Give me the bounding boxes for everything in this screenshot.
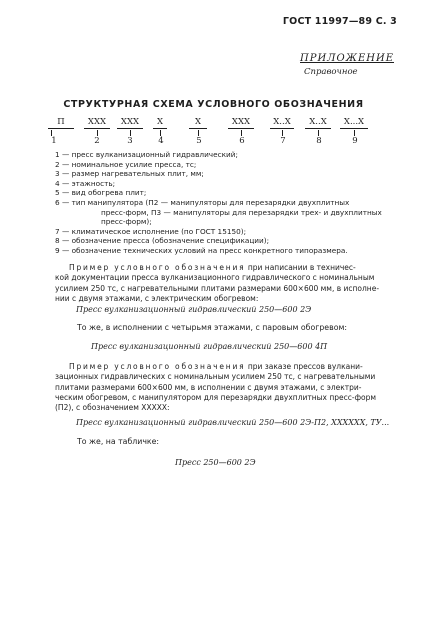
scheme-code-8: Х..Х xyxy=(305,117,331,129)
scheme-code-5: Х xyxy=(189,117,207,129)
legend-item: 3 — размер нагревательных плит, мм; xyxy=(55,169,204,179)
appendix-type: Справочное xyxy=(304,67,358,77)
legend-item: 9 — обозначение технических условий на пресс конкретного типоразмера. xyxy=(55,245,348,255)
section-title: СТРУКТУРНАЯ СХЕМА УСЛОВНОГО ОБОЗНАЧЕНИЯ xyxy=(63,99,364,110)
paragraph-line: при заказе прессов вулкани- xyxy=(245,362,363,371)
paragraph-line: при написании в техничес- xyxy=(245,263,356,272)
legend-item: 7 — климатическое исполнение (по ГОСТ 15150); xyxy=(55,226,247,236)
legend-item: пресс-форм, П3 — манипуляторы для перезарядки трех- и двухплитных xyxy=(101,207,382,217)
scheme-number-3: 3 xyxy=(127,136,133,146)
scheme-number-5: 5 xyxy=(196,136,202,146)
scheme-number-1: 1 xyxy=(51,136,57,146)
scheme-number-7: 7 xyxy=(280,136,286,146)
scheme-number-8: 8 xyxy=(316,136,322,146)
legend-item: 6 — тип манипулятора (П2 — манипуляторы для перезарядки двухплитных xyxy=(55,197,350,207)
variant-note-2: То же, на табличке: xyxy=(77,437,160,446)
paragraph-line: (П2), с обозначением ХХХХХ: xyxy=(55,403,170,413)
scheme-number-9: 9 xyxy=(352,136,358,146)
paragraph-line: усилием 250 тс, с нагревательными плитами размерами 600×600 мм, в исполне- xyxy=(55,283,380,293)
legend-item: 8 — обозначение пресса (обозначение спецификации); xyxy=(55,236,270,246)
legend-item: 2 — номинальное усилие пресса, тс; xyxy=(55,159,197,169)
paragraph-line: зационных гидравлических с номинальным усилием 250 тс, с нагревательными xyxy=(55,372,376,382)
example-paragraph-2 xyxy=(55,362,375,413)
scheme-code-2: ХХХ xyxy=(84,117,110,129)
legend-item: 1 — пресс вулканизационный гидравлический; xyxy=(55,150,238,159)
page-header: ГОСТ 11997—89 С. 3 xyxy=(282,16,397,27)
example-designation-2: Пресс вулканизационный гидравлический 250—600 4П xyxy=(91,342,328,351)
paragraph-line: ческим обогревом, с манипулятором для перезарядки двухплитных пресс-форм xyxy=(55,392,377,402)
paragraph-line: плитами размерами 600×600 мм, в исполнении с двумя этажами, с электри- xyxy=(55,382,362,392)
example-designation-1: Пресс вулканизационный гидравлический 250—600 2Э xyxy=(76,305,312,314)
scheme-code-1: П xyxy=(48,117,74,129)
paragraph-line: кой документации пресса вулканизационного гидравлического с номинальным xyxy=(55,273,375,283)
legend-item: 5 — вид обогрева плит; xyxy=(55,188,147,198)
example-lead: Пример условного обозначения xyxy=(69,362,246,371)
scheme-code-7: Х..Х xyxy=(270,117,294,129)
scheme-code-9: Х...Х xyxy=(340,117,368,129)
appendix-title: ПРИЛОЖЕНИЕ xyxy=(300,53,394,64)
variant-note-1: То же, в исполнении с четырьмя этажами, с паровым обогревом: xyxy=(77,323,347,332)
scheme-number-4: 4 xyxy=(158,136,164,146)
designation-scheme xyxy=(0,0,427,160)
legend-list xyxy=(55,150,395,256)
example-lead: Пример условного обозначения xyxy=(69,263,246,272)
scheme-code-4: Х xyxy=(153,117,167,129)
paragraph-line: нии с двумя этажами, с электрическим обогревом: xyxy=(55,293,259,303)
scheme-code-3: ХХХ xyxy=(117,117,143,129)
scheme-number-6: 6 xyxy=(239,136,245,146)
example-designation-3: Пресс вулканизационный гидравлический 250—600 2Э-П2, ХХХХХХ, ТУ... xyxy=(76,418,390,427)
legend-item: пресс-форм); xyxy=(101,217,152,227)
legend-item: 4 — этажность; xyxy=(55,178,116,188)
scheme-number-2: 2 xyxy=(94,136,100,146)
example-designation-4: Пресс 250—600 2Э xyxy=(175,458,256,467)
example-paragraph-1 xyxy=(55,263,380,304)
scheme-code-6: ХХХ xyxy=(228,117,254,129)
